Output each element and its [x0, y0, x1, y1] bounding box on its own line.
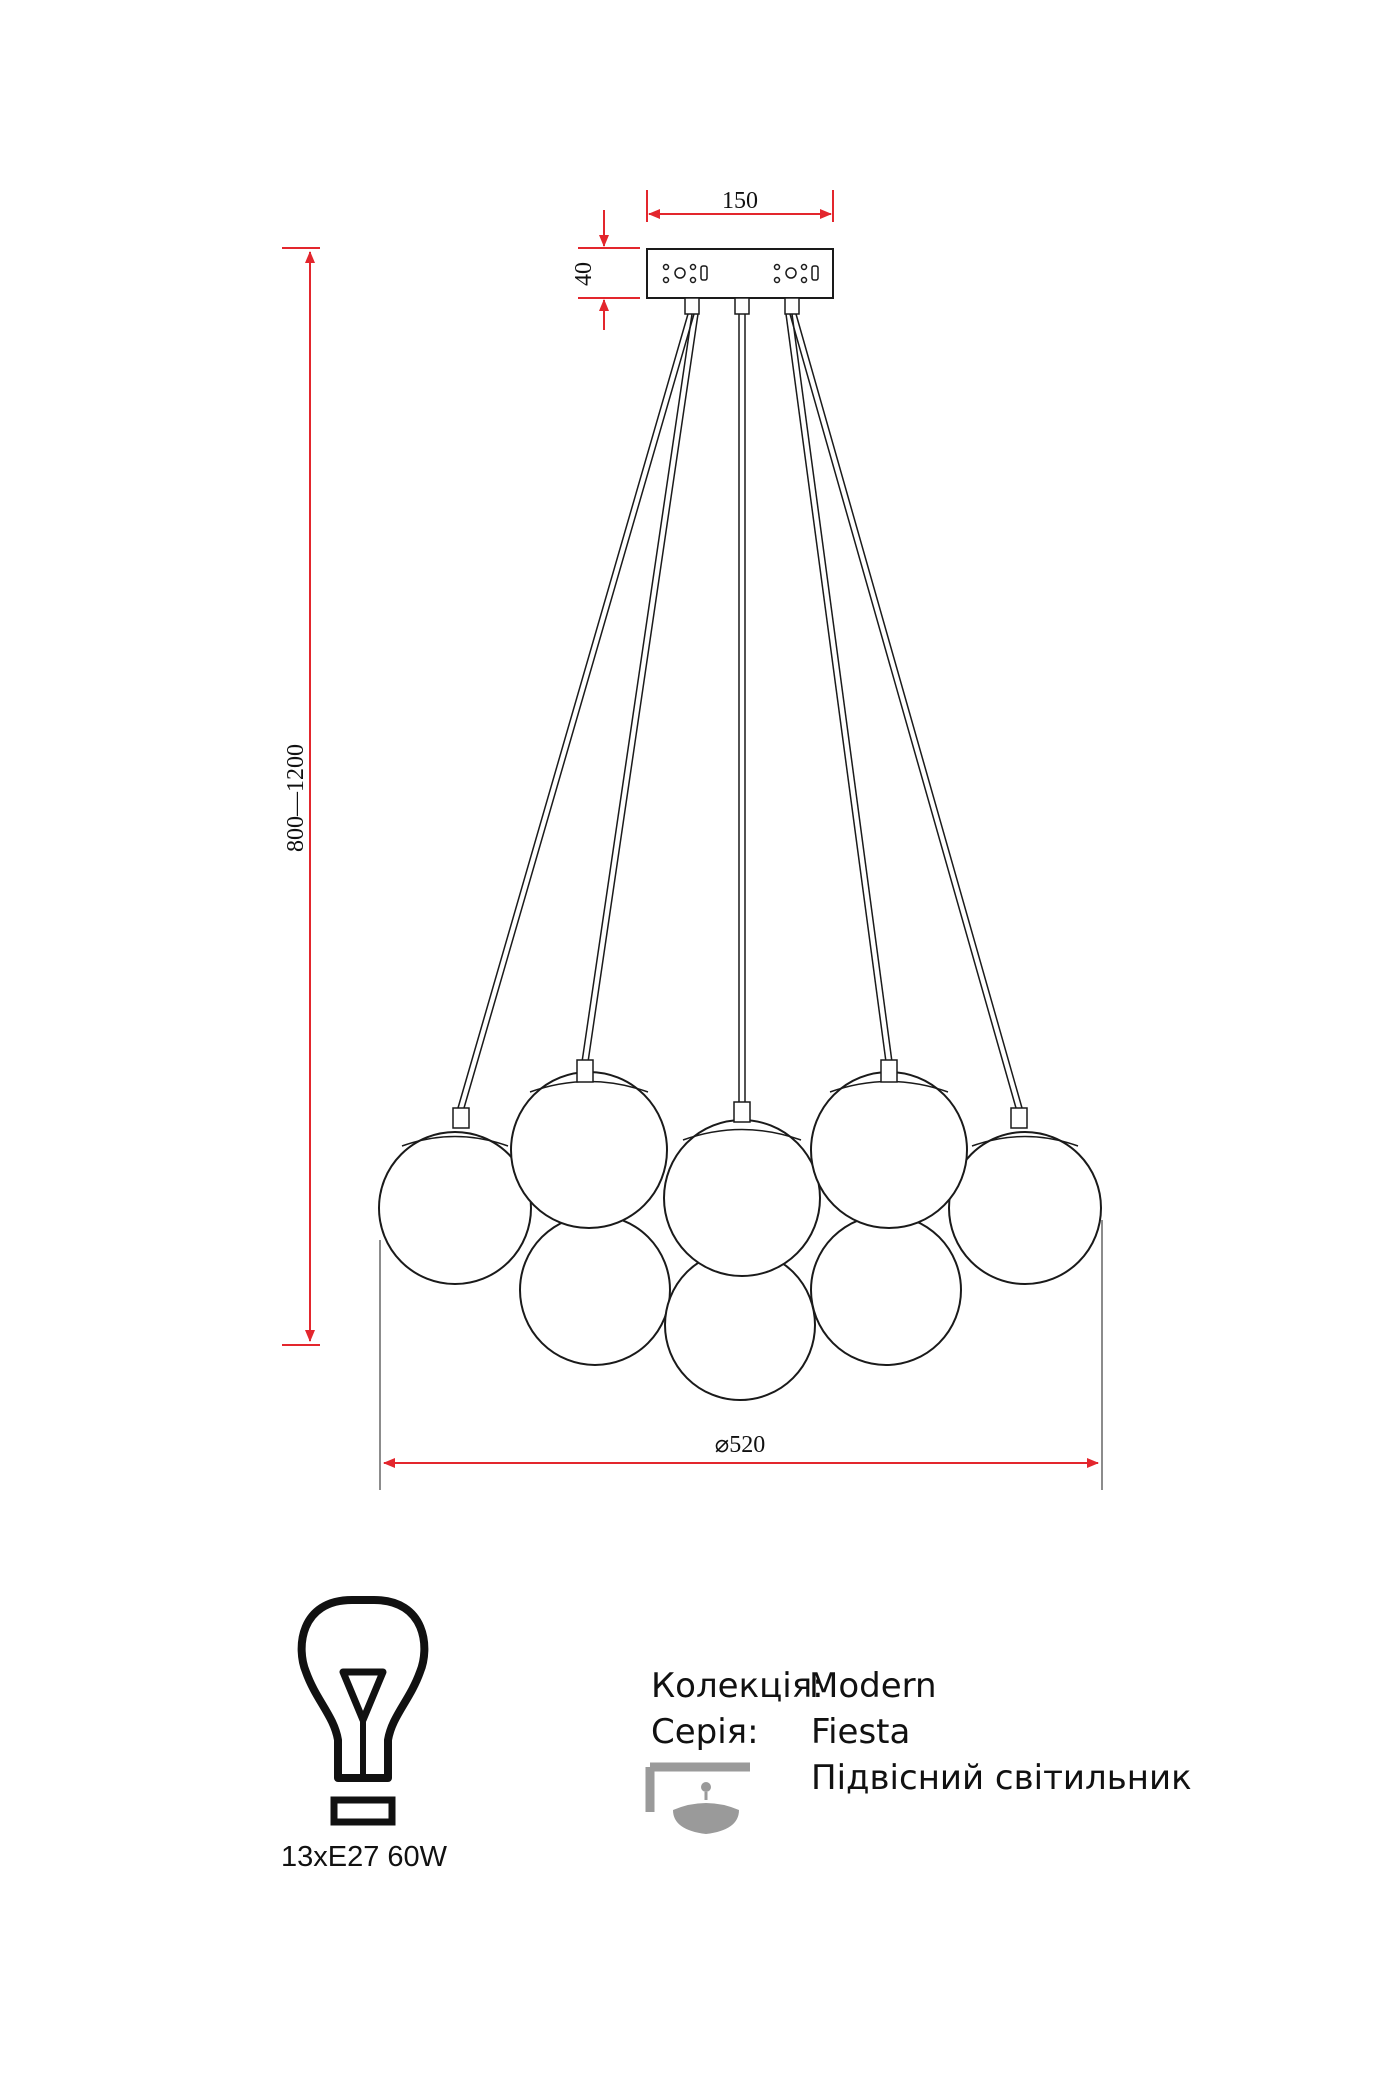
globe-outer-left [379, 1108, 531, 1284]
dimension-total-height [282, 248, 320, 1345]
dimension-width-label: 150 [722, 188, 758, 214]
collection-label: Колекція: [651, 1666, 824, 1706]
dimension-diameter-label: ⌀520 [714, 1432, 766, 1458]
series-label: Серія: [651, 1712, 759, 1752]
suspension-cords [458, 314, 1022, 1108]
bulb-spec: 13xE27 60W [281, 1841, 448, 1873]
dimension-total-height-label: 800—1200 [283, 744, 309, 852]
pendant-lamp-icon [650, 1767, 750, 1834]
canopy [647, 249, 833, 314]
type-value: Підвісний світильник [811, 1758, 1192, 1798]
globe-outer-right [949, 1108, 1101, 1284]
dimension-width-top [647, 188, 833, 222]
globe-back-1 [520, 1215, 670, 1365]
globe-center [664, 1102, 820, 1276]
lightbulb-icon [302, 1600, 425, 1822]
globe-inner-left [511, 1060, 667, 1228]
globe-inner-right [811, 1060, 967, 1228]
dimension-canopy-label: 40 [571, 262, 597, 286]
globe-cluster [379, 1060, 1101, 1400]
series-value: Fiesta [811, 1712, 911, 1752]
collection-value: Modern [809, 1666, 937, 1706]
globe-back-3 [811, 1215, 961, 1365]
dimension-canopy-height [571, 210, 640, 330]
